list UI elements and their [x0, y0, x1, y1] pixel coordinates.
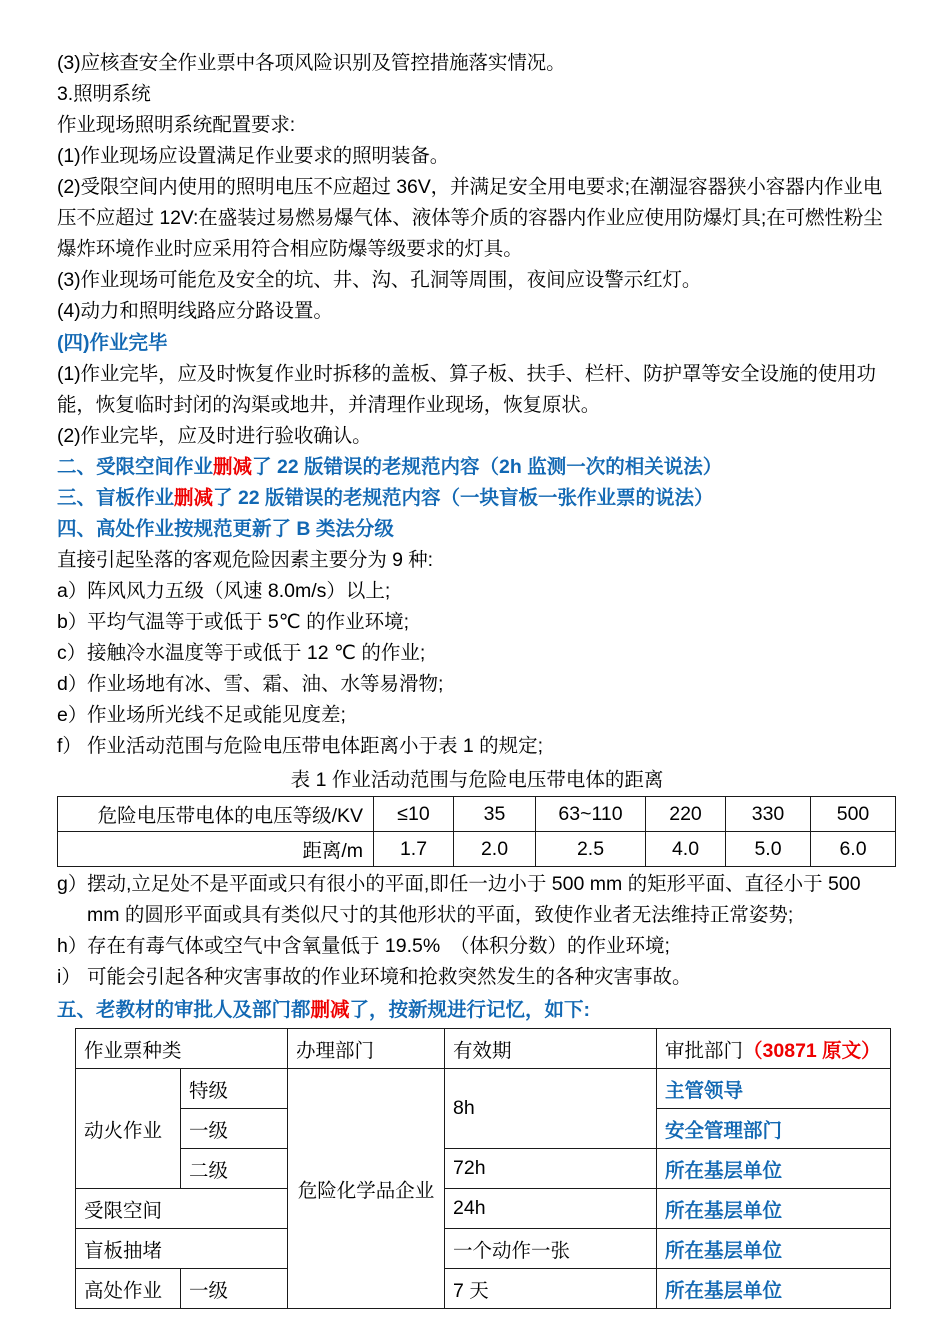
table2-header-validity: 有效期: [445, 1029, 657, 1069]
table2-header-dept: 办理部门: [288, 1029, 445, 1069]
table-row: [76, 1069, 891, 1109]
table2-cell-level: 特级: [181, 1069, 288, 1109]
table1-cell: 220: [646, 797, 726, 832]
table2-cell-dept: 危险化学品企业: [288, 1069, 445, 1309]
list-marker: a）: [57, 580, 88, 602]
list-text: 作业场所光线不足或能见度差;: [87, 704, 346, 726]
table2-cell-type: 高处作业: [76, 1269, 181, 1309]
table1-cell: 2.5: [536, 832, 646, 867]
table2-cell-level: 一级: [181, 1109, 288, 1149]
table2-cell-type: 受限空间: [76, 1189, 288, 1229]
paragraph-5: (2)受限空间内使用的照明电压不应超过 36V，并满足安全用电要求;在潮湿容器狭小容器内作业电压不应超过 12V:在盛装过易燃易爆气体、液体等介质的容器内作业应使用防爆灯具;在可燃性粉尘爆炸环境作业时应采用符合相应防爆等级要求的灯具。: [57, 176, 883, 260]
table-row: [76, 1229, 891, 1269]
table-row: [76, 1149, 891, 1189]
table2-cell-approver: 所在基层单位: [657, 1229, 891, 1269]
list-marker: h）: [57, 935, 88, 957]
table2-cell-validity: 8h: [445, 1069, 657, 1149]
document-content: [57, 48, 897, 1309]
heading-five-prefix: 五、老教材的审批人及部门都: [57, 999, 311, 1021]
table2-cell-approver: 主管领导: [657, 1069, 891, 1109]
heading-four: 四、高处作业按规范更新了 B 类法分级: [57, 518, 394, 540]
list-marker: d）: [57, 673, 88, 695]
heading-five-red: 删减: [310, 999, 350, 1021]
list-item: [57, 931, 897, 962]
list-text: 接触冷水温度等于或低于 12 ℃ 的作业;: [87, 642, 426, 664]
table2-header-approver-label: 审批部门: [665, 1039, 744, 1062]
list-text: 作业场地有冰、雪、霜、油、水等易滑物;: [87, 673, 444, 695]
paragraph-6: (3)作业现场可能危及安全的坑、井、沟、孔洞等周围，夜间应设警示红灯。: [57, 269, 702, 291]
heading-three: [57, 483, 897, 514]
table2-cell-type: 动火作业: [76, 1069, 181, 1189]
list-item: [57, 700, 897, 731]
table1-cell: 35: [454, 797, 536, 832]
list-item: [57, 607, 897, 638]
voltage-distance-table: [57, 796, 896, 867]
table2-header-type: 作业票种类: [76, 1029, 288, 1069]
list-marker: c）: [57, 642, 87, 664]
table-row: [58, 797, 896, 832]
table-row: [76, 1189, 891, 1229]
table2-cell-validity: 一个动作一张: [445, 1229, 657, 1269]
heading-two-suffix: 了 22 版错误的老规范内容（2h 监测一次的相关说法）: [252, 456, 723, 478]
list-marker: i）: [57, 966, 81, 988]
table2-cell-validity: 7 天: [445, 1269, 657, 1309]
heading-three-red: 删减: [174, 487, 214, 509]
list-marker: b）: [57, 611, 88, 633]
table2-header-approver: [657, 1029, 891, 1069]
table2-cell-approver: 所在基层单位: [657, 1149, 891, 1189]
heading-five: [57, 995, 897, 1026]
table2-cell-validity: 72h: [445, 1149, 657, 1189]
heading-two: [57, 452, 897, 483]
paragraph-7: (4)动力和照明线路应分路设置。: [57, 300, 333, 322]
table1-cell: 330: [726, 797, 811, 832]
table1-row-label: 危险电压带电体的电压等级/KV: [58, 797, 374, 832]
table1-row-label: 距离/m: [58, 832, 374, 867]
heading-five-suffix: 了，按新规进行记忆，如下:: [349, 999, 591, 1021]
heading-two-red: 删减: [213, 456, 253, 478]
table1-cell: 500: [811, 797, 896, 832]
table-row: [76, 1269, 891, 1309]
list-marker: f）: [57, 735, 82, 757]
table1-cell: 5.0: [726, 832, 811, 867]
list-item: [57, 638, 897, 669]
hazard-factor-list-1: [57, 576, 897, 762]
paragraph-4: (1)作业现场应设置满足作业要求的照明装备。: [57, 145, 450, 167]
table2-header-approver-note: （30871 原文）: [743, 1039, 881, 1062]
section-heading-four: (四)作业完毕: [57, 332, 168, 354]
intro-nine-kinds: 直接引起坠落的客观危险因素主要分为 9 种:: [57, 549, 433, 571]
table1-cell: 6.0: [811, 832, 896, 867]
list-marker: e）: [57, 704, 88, 726]
table2-cell-approver: 所在基层单位: [657, 1269, 891, 1309]
list-item: [57, 731, 897, 762]
table1-cell: 1.7: [374, 832, 454, 867]
list-text: 摆动,立足处不是平面或只有很小的平面,即任一边小于 500 mm 的矩形平面、直径小于 500 mm 的圆形平面或具有类似尺寸的其他形状的平面，致使作业者无法维持正常姿势;: [87, 873, 866, 926]
paragraph-1: (3)应核查安全作业票中各项风险识别及管控措施落实情况。: [57, 52, 566, 74]
list-text: 可能会引起各种灾害事故的作业环境和抢救突然发生的各种灾害事故。: [87, 966, 692, 988]
table2-cell-type: 盲板抽堵: [76, 1229, 288, 1269]
paragraph-8: (1)作业完毕，应及时恢复作业时拆移的盖板、算子板、扶手、栏杆、防护罩等安全设施的使用功能，恢复临时封闭的沟渠或地井，并清理作业现场，恢复原状。: [57, 363, 876, 416]
list-text: 平均气温等于或低于 5℃ 的作业环境;: [87, 611, 409, 633]
table2-cell-approver: 安全管理部门: [657, 1109, 891, 1149]
heading-three-suffix: 了 22 版错误的老规范内容（一块盲板一张作业票的说法）: [213, 487, 714, 509]
table1-cell: 2.0: [454, 832, 536, 867]
table1-cell: 4.0: [646, 832, 726, 867]
hazard-factor-list-2: [57, 869, 897, 993]
table-header-row: [76, 1029, 891, 1069]
heading-two-prefix: 二、受限空间作业: [57, 456, 214, 478]
list-item: [57, 576, 897, 607]
list-item: [57, 669, 897, 700]
table2-cell-validity: 24h: [445, 1189, 657, 1229]
table2-cell-level: 二级: [181, 1149, 288, 1189]
list-item: [57, 869, 897, 931]
list-marker: g）: [57, 873, 88, 895]
table2-cell-approver: 所在基层单位: [657, 1189, 891, 1229]
table1-cell: 63~110: [536, 797, 646, 832]
list-text: 阵风风力五级（风速 8.0m/s）以上;: [87, 580, 391, 602]
heading-three-prefix: 三、盲板作业: [57, 487, 175, 509]
list-text: 作业活动范围与危险电压带电体距离小于表 1 的规定;: [87, 735, 544, 757]
paragraph-9: (2)作业完毕，应及时进行验收确认。: [57, 425, 372, 447]
paragraph-2: 3.照明系统: [57, 83, 151, 105]
paragraph-3: 作业现场照明系统配置要求:: [57, 114, 296, 136]
table1-caption: 表 1 作业活动范围与危险电压带电体的距离: [290, 769, 664, 791]
list-item: [57, 962, 897, 993]
list-text: 存在有毒气体或空气中含氧量低于 19.5% （体积分数）的作业环境;: [87, 935, 670, 957]
table2-cell-level: 一级: [181, 1269, 288, 1309]
work-permit-approval-table: [75, 1028, 891, 1309]
table-row: [58, 832, 896, 867]
table1-cell: ≤10: [374, 797, 454, 832]
